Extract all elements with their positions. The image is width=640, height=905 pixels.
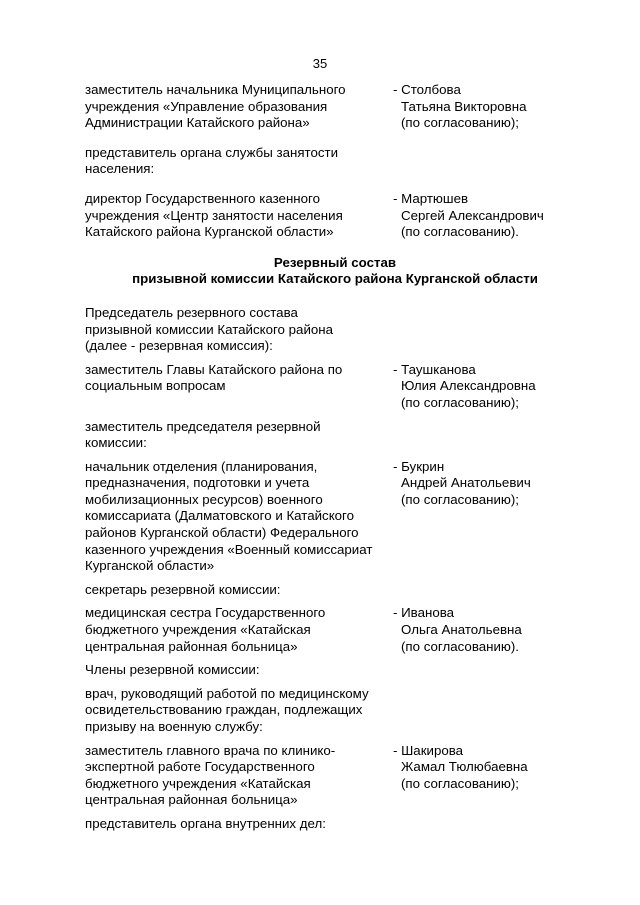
position-line: медицинская сестра Государственного [85,605,326,621]
person-line: (по согласованию). [401,638,519,654]
person-line: Сергей Александрович [401,207,544,223]
position-line: бюджетного учреждения «Катайская [85,775,311,791]
person-name [385,82,585,132]
position-line: начальник отделения (планирования, [85,458,318,474]
page-number: 35 [312,56,328,71]
position-line: комиссии: [85,435,147,451]
position-text [85,362,385,412]
position-text [85,605,385,655]
member-row [85,582,585,599]
person-line: (по согласованию); [401,491,519,507]
position-line: заместитель Главы Катайского района по [85,361,343,377]
position-line: представитель органа службы занятости [85,144,339,160]
heading-line-1: Резервный состав [273,254,397,270]
position-text [85,582,385,599]
member-row [85,686,585,736]
person-name [385,191,585,241]
position-line: учреждения «Управление образования [85,98,328,114]
position-text [85,145,385,178]
person-line: (по согласованию); [401,394,519,410]
heading-line-2: призывной комиссии Катайского района Курганской области [132,271,538,287]
position-text [85,743,385,809]
person-line: (по согласованию); [401,115,519,131]
member-row [85,605,585,655]
position-text [85,82,385,132]
position-line: Члены резервной комиссии: [85,662,260,678]
person-line: - Иванова [393,605,455,621]
person-line: (по согласованию); [401,775,519,791]
position-line: секретарь резервной комиссии: [85,581,281,597]
position-text [85,305,385,355]
person-name [385,605,585,655]
person-line: - Букрин [393,458,445,474]
person-line: - Таушканова [393,361,476,377]
person-line: - Мартюшев [393,190,469,206]
position-line: мобилизационных ресурсов) военного [85,491,323,507]
position-text [85,191,385,241]
position-line: представитель органа внутренних дел: [85,815,326,831]
member-row [85,662,585,679]
position-text [85,686,385,736]
position-line: учреждения «Центр занятости населения [85,207,343,223]
member-row [85,459,585,575]
position-line: предназначения, подготовки и учета [85,475,310,491]
position-text [85,662,385,679]
position-line: призыву на военную службу: [85,719,263,734]
commission-members-top [85,82,585,241]
person-name [385,459,585,575]
person-line: (по согласованию). [401,224,519,240]
position-line: районов Курганской области) Федерального [85,525,359,541]
person-line: - Шакирова [393,742,464,758]
reserve-members [85,305,585,833]
position-line: освидетельствованию граждан, подлежащих [85,702,363,718]
position-text [85,459,385,575]
position-line: экспертной работе Государственного [85,759,315,775]
position-text [85,419,385,452]
person-name [385,362,585,412]
position-line: заместитель главного врача по клинико- [85,742,336,758]
document-body [85,82,585,833]
position-line: казенного учреждения «Военный комиссариат [85,541,373,557]
position-text [85,816,385,833]
position-line: центральная районная больница» [85,638,298,654]
member-row [85,305,585,355]
person-line: - Столбова [393,82,461,97]
position-line: заместитель председателя резервной [85,418,321,434]
position-line: (далее - резервная комиссия): [85,338,273,354]
member-row [85,419,585,452]
position-line: призывной комиссии Катайского района [85,321,333,337]
position-line: Председатель резервного состава [85,304,298,320]
position-line: Курганской области» [85,558,215,574]
member-row [85,191,585,241]
position-line: Катайского района Курганской области» [85,224,334,240]
position-line: заместитель начальника Муниципального [85,82,346,97]
person-line: Ольга Анатольевна [401,622,522,638]
position-line: врач, руководящий работой по медицинскому [85,685,369,701]
position-line: директор Государственного казенного [85,190,320,206]
member-row [85,816,585,833]
person-line: Юлия Александровна [401,378,536,394]
person-name [385,743,585,809]
member-row [85,82,585,132]
person-line: Татьяна Викторовна [401,98,527,114]
person-line: Андрей Анатольевич [401,475,531,491]
position-line: центральная районная больница» [85,792,298,808]
member-row [85,743,585,809]
position-line: Администрации Катайского района» [85,115,310,131]
position-line: населения: [85,161,155,177]
position-line: комиссариата (Далматовского и Катайского [85,508,355,524]
member-row [85,362,585,412]
member-row [85,145,585,178]
reserve-heading [65,255,605,288]
position-line: бюджетного учреждения «Катайская [85,622,311,638]
position-line: социальным вопросам [85,378,226,394]
person-line: Жамал Тюлюбаевна [401,759,528,775]
